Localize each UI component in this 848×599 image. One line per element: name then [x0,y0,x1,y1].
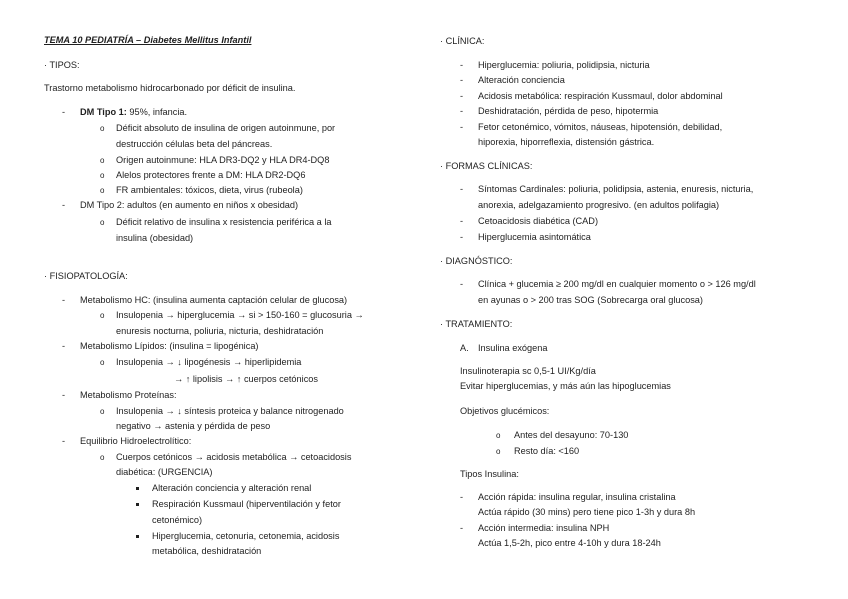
dm1-item: Déficit absoluto de insulina de origen autoinmune, por [116,123,336,133]
tratamiento-a-label: A. [460,343,469,353]
insulina-rapida: Acción rápida: insulina regular, insulina cristalina [478,492,676,502]
tratamiento-heading: · TRATAMIENTO: [440,319,513,329]
tipos-heading: · TIPOS: [44,60,80,70]
lip-item: → ↑ lipolisis → ↑ cuerpos cetónicos [174,374,318,384]
insulinoterapia: Insulinoterapia sc 0,5-1 UI/Kg/día [460,366,596,376]
dash-bullet: - [62,341,66,351]
insulina-intermedia-detail: Actúa 1,5-2h, pico entre 4-10h y dura 18-24h [478,538,661,548]
dash-bullet: - [62,295,66,305]
dash-bullet: - [460,216,464,226]
diagnostico-heading: · DIAGNÓSTICO: [440,256,513,266]
dm2-line: DM Tipo 2: adultos (en aumento en niños x obesidad) [80,200,299,210]
objetivo-item: Resto día: <160 [514,446,580,456]
prot-item: Insulopenia → ↓ síntesis proteica y balance nitrogenado [116,406,344,416]
hc-line: Metabolismo HC: (insulina aumenta captación celular de glucosa) [80,295,348,305]
formas-item: Cetoacidosis diabética (CAD) [478,216,598,226]
clinica-item: Alteración conciencia [478,75,565,85]
dash-bullet: - [460,106,464,116]
dash-bullet: - [62,390,66,400]
clinica-item: Acidosis metabólica: respiración Kussmaul, dolor abdominal [478,91,723,101]
eq-line: Equilibrio Hidroelectrolítico: [80,436,192,446]
prot-item: negativo → astenia y pérdida de peso [116,421,271,431]
circle-bullet-icon: o [100,171,105,180]
circle-bullet-icon: o [100,218,105,227]
dm1-item: Origen autoinmune: HLA DR3-DQ2 y HLA DR4-DQ8 [116,155,330,165]
dm2-item: Déficit relativo de insulina x resistencia periférica a la [116,217,332,227]
dash-bullet: - [62,436,66,446]
clinica-item: Fetor cetonémico, vómitos, náuseas, hipotensión, debilidad, [478,122,723,132]
tipos-insulina-heading: Tipos Insulina: [460,469,519,479]
circle-bullet-icon: o [496,447,501,456]
dm1-item: Alelos protectores frente a DM: HLA DR2-DQ6 [116,170,306,180]
lip-item: Insulopenia → ↓ lipogénesis → hiperlipidemia [116,357,302,367]
clinica-heading: · CLÍNICA: [440,36,485,46]
eq-subitem: cetonémico) [152,515,203,525]
circle-bullet-icon: o [100,124,105,133]
formas-item: Hiperglucemia asintomática [478,232,591,242]
hc-item: Insulopenia → hiperglucemia → si > 150-160 = glucosuria → [116,310,364,320]
objetivo-item: Antes del desayuno: 70-130 [514,430,629,440]
formas-heading: · FORMAS CLÍNICAS: [440,161,533,171]
dm1-text: 95%, infancia. [126,107,188,117]
circle-bullet-icon: o [100,453,105,462]
dash-bullet: - [62,107,66,117]
dm1-item: destrucción células beta del páncreas. [116,139,273,149]
tipos-intro: Trastorno metabolismo hidrocarbonado por déficit de insulina. [44,83,296,93]
dm1-label: DM Tipo 1: [80,107,127,117]
circle-bullet-icon: o [100,407,105,416]
dash-bullet: - [460,75,464,85]
circle-bullet-icon: o [100,311,105,320]
dm1-line [80,107,187,118]
lip-line: Metabolismo Lípidos: (insulina = lipogénica) [80,341,259,351]
dm2-item: insulina (obesidad) [116,233,194,243]
circle-bullet-icon: o [100,358,105,367]
prot-line: Metabolismo Proteínas: [80,390,177,400]
eq-item: diabética: (URGENCIA) [116,467,213,477]
eq-subitem: metabólica, deshidratación [152,546,262,556]
circle-bullet-icon: o [100,156,105,165]
diagnostico-item: Clínica + glucemia ≥ 200 mg/dl en cualquier momento o > 126 mg/dl [478,279,756,289]
insulina-intermedia: Acción intermedia: insulina NPH [478,523,610,533]
circle-bullet-icon: o [496,431,501,440]
dash-bullet: - [460,60,464,70]
circle-bullet-icon: o [100,186,105,195]
insulina-rapida-detail: Actúa rápido (30 mins) pero tiene pico 1-3h y dura 8h [478,507,696,517]
formas-item: anorexia, adelgazamiento progresivo. (en adultos polifagia) [478,200,720,210]
eq-subitem: Respiración Kussmaul (hiperventilación y fetor [152,499,341,509]
evitar-line: Evitar hiperglucemias, y más aún las hipoglucemias [460,381,671,391]
dash-bullet: - [460,91,464,101]
fisio-heading: · FISIOPATOLOGÍA: [44,271,128,281]
square-bullet-icon [136,503,139,506]
clinica-item: Hiperglucemia: poliuria, polidipsia, nicturia [478,60,650,70]
dash-bullet: - [460,232,464,242]
square-bullet-icon [136,535,139,538]
eq-subitem: Alteración conciencia y alteración renal [152,483,312,493]
dash-bullet: - [460,184,464,194]
clinica-item: hiporexia, hiporreflexia, distensión gástrica. [478,137,655,147]
hc-item: enuresis nocturna, poliuria, nicturia, deshidratación [116,326,324,336]
tratamiento-a-text: Insulina exógena [478,343,548,353]
dm1-item: FR ambientales: tóxicos, dieta, virus (rubeola) [116,185,303,195]
dash-bullet: - [460,122,464,132]
diagnostico-item: en ayunas o > 200 tras SOG (Sobrecarga oral glucosa) [478,295,703,305]
eq-item: Cuerpos cetónicos → acidosis metabólica → cetoacidosis [116,452,352,462]
dash-bullet: - [460,492,464,502]
document-title: TEMA 10 PEDIATRÍA – Diabetes Mellitus Infantil [44,35,252,45]
dash-bullet: - [62,200,66,210]
dash-bullet: - [460,279,464,289]
eq-subitem: Hiperglucemia, cetonuria, cetonemia, acidosis [152,531,340,541]
formas-item: Síntomas Cardinales: poliuria, polidipsia, astenia, enuresis, nicturia, [478,184,754,194]
square-bullet-icon [136,487,139,490]
dash-bullet: - [460,523,464,533]
objetivos-heading: Objetivos glucémicos: [460,406,550,416]
clinica-item: Deshidratación, pérdida de peso, hipotermia [478,106,659,116]
